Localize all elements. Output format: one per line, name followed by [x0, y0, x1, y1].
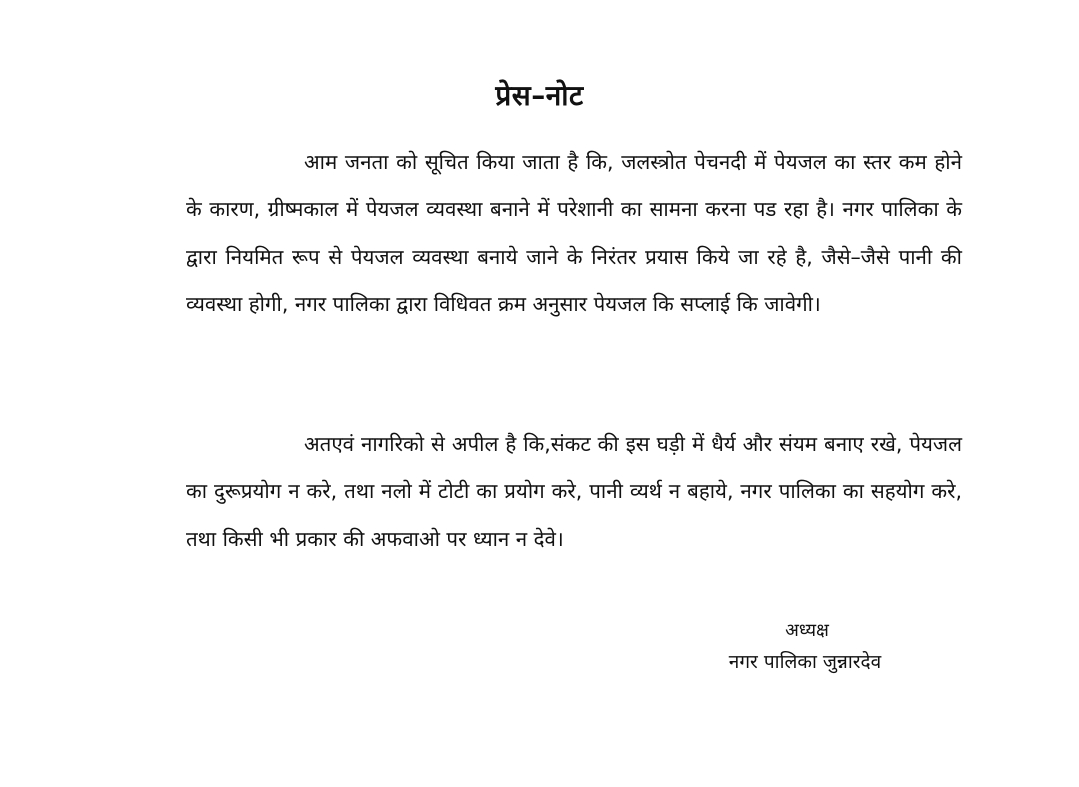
paragraph-notice: आम जनता को सूचित किया जाता है कि, जलस्त्रोत पेचनदी में पेयजल का स्तर कम होने के कारण, ग्रीष्मकाल में पेयजल व्यवस्था बनाने में परेशानी का सामना करना पड रहा है। नगर पालिका के द्वारा नियमित रूप से पेयजल व्यवस्था बनाये जाने के निरंतर प्रयास किये जा रहे है, जैसे–जैसे पानी की व्यवस्था होगी, नगर पालिका द्वारा विधिवत क्रम अनुसार पेयजल कि सप्लाई कि जावेगी। [186, 150, 962, 316]
paragraph-appeal: अतएवं नागरिको से अपील है कि,संकट की इस घड़ी में धैर्य और संयम बनाए रखे, पेयजल का दुरूप्रयोग न करे, तथा नलो में टोटी का प्रयोग करे, पानी व्यर्थ न बहाये, नगर पालिका का सहयोग करे, तथा किसी भी प्रकार की अफवाओ पर ध्यान न देवे। [186, 432, 962, 551]
signatory-designation: अध्यक्ष [785, 620, 829, 641]
document-title: प्रेस–नोट [495, 79, 584, 112]
signatory-organization: नगर पालिका जुन्नारदेव [728, 651, 882, 673]
signature-block [660, 616, 950, 678]
